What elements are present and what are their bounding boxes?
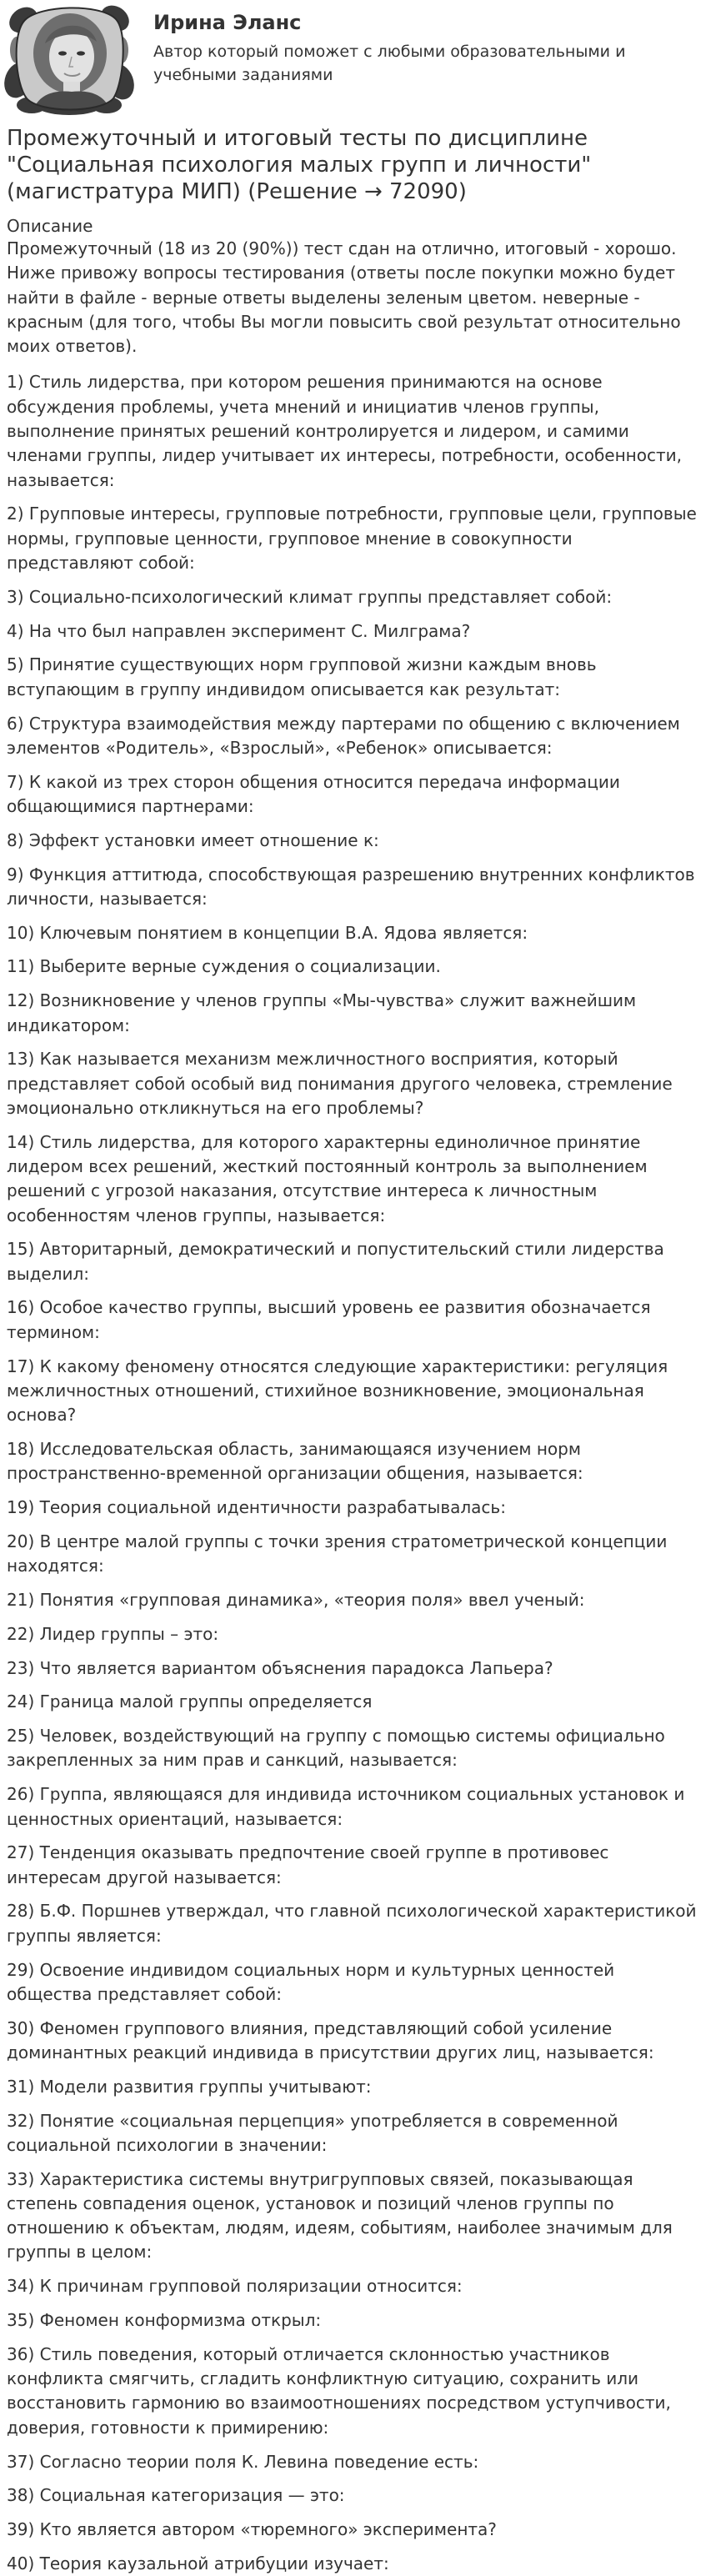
question-item: 26) Группа, являющаяся для индивида источником социальных установок и ценностных ориентаций, называется: xyxy=(7,1784,685,1829)
question-item: 32) Понятие «социальная перцепция» употребляется в современной социальной психологии в значении: xyxy=(7,2110,618,2155)
question-item: 39) Кто является автором «тюремного» эксперимента? xyxy=(7,2519,497,2540)
question-item: 12) Возникновение у членов группы «Мы-чувства» служит важнейшим индикатором: xyxy=(7,990,637,1035)
question-item: 40) Теория каузальной атрибуции изучает: xyxy=(7,2553,389,2573)
question-item: 3) Социально-психологический климат группы представляет собой: xyxy=(7,586,613,607)
question-item: 33) Характеристика системы внутригрупповых связей, показывающая степень совпадения оценок, установок и позиций членов группы по отношению к объектам, людям, идеям, событиям, наиболее значимым для группы в целом: xyxy=(7,2168,673,2263)
question-item: 28) Б.Ф. Поршнев утверждал, что главной психологической характеристикой группы является: xyxy=(7,1901,697,1946)
question-item: 1) Стиль лидерства, при котором решения принимаются на основе обсуждения проблемы, учета мнений и инициатив членов группы, выполнение принятых решений контролируется и лидером, и самими членами группы, лидер учитывает их интересы, потребности, особенности, называется: xyxy=(7,372,682,490)
question-item: 8) Эффект установки имеет отношение к: xyxy=(7,829,379,850)
question-item: 19) Теория социальной идентичности разрабатывалась: xyxy=(7,1497,506,1518)
question-item: 25) Человек, воздействующий на группу с помощью системы официально закрепленных за ним прав и санкций, называется: xyxy=(7,1726,665,1771)
question-item: 16) Особое качество группы, высший уровень ее развития обозначается термином: xyxy=(7,1297,651,1342)
question-item: 17) К какому феномену относятся следующие характеристики: регуляция межличностных отношений, стихийное возникновение, эмоциональная основа? xyxy=(7,1356,668,1426)
question-item: 9) Функция аттитюда, способствующая разрешению внутренних конфликтов личности, называется: xyxy=(7,864,695,909)
question-item: 27) Тенденция оказывать предпочтение своей группе в противовес интересам другой называется: xyxy=(7,1842,609,1887)
question-item: 29) Освоение индивидом социальных норм и культурных ценностей общества представляет собой: xyxy=(7,1959,615,2004)
description-text: Промежуточный (18 из 20 (90%)) тест сдан на отлично, итоговый - хорошо. Ниже привожу вопросы тестирования (ответы после покупки можно будет найти в файле - верные ответы выделены зеленым цветом. неверные - красным (для того, чтобы Вы могли повысить свой результат относительно моих ответов). xyxy=(7,238,681,357)
question-item: 24) Граница малой группы определяется xyxy=(7,1691,373,1712)
question-item: 11) Выберите верные суждения о социализации. xyxy=(7,956,441,977)
question-item: 2) Групповые интересы, групповые потребности, групповые цели, групповые нормы, групповые ценности, групповое мнение в совокупности представляют собой: xyxy=(7,504,697,574)
question-item: 22) Лидер группы – это: xyxy=(7,1623,219,1644)
author-header xyxy=(0,0,706,125)
question-item: 13) Как называется механизм межличностного восприятия, который представляет собой особый вид понимания другого человека, стремление эмоционально откликнуться на его проблемы? xyxy=(7,1049,673,1118)
product-content xyxy=(0,125,706,2576)
question-item: 36) Стиль поведения, который отличается склонностью участников конфликта смягчить, сгладить конфликтную ситуацию, сохранить или восстановить гармонию во взаимоотношениях посредством уступчивости, доверия, готовности к примирению: xyxy=(7,2343,671,2438)
question-item: 38) Социальная категоризация — это: xyxy=(7,2485,345,2506)
question-item: 7) К какой из трех сторон общения относится передача информации общающимися партнерами: xyxy=(7,771,620,816)
question-item: 35) Феномен конформизма открыл: xyxy=(7,2310,322,2331)
questions-list xyxy=(7,370,699,2576)
description-label: Описание xyxy=(7,216,93,236)
portrait-photo-icon[interactable] xyxy=(7,0,132,115)
question-item: 10) Ключевым понятием в концепции В.А. Ядова является: xyxy=(7,922,528,943)
question-item: 21) Понятия «групповая динамика», «теория поля» ввел ученый: xyxy=(7,1589,585,1610)
question-item: 20) В центре малой группы с точки зрения стратометрической концепции находятся: xyxy=(7,1531,668,1576)
question-item: 18) Исследовательская область, занимающаяся изучением норм пространственно-временной организации общения, называется: xyxy=(7,1438,583,1484)
product-title: Промежуточный и итоговый тесты по дисциплине "Социальная психология малых групп и личности" (магистратура МИП) (Решение → 72090) xyxy=(7,126,592,204)
question-item: 15) Авторитарный, демократический и попустительский стили лидерства выделил: xyxy=(7,1239,664,1284)
question-item: 37) Согласно теории поля К. Левина поведение есть: xyxy=(7,2451,479,2472)
question-item: 30) Феномен группового влияния, представляющий собой усиление доминантных реакций индивида в присутствии других лиц, называется: xyxy=(7,2017,654,2062)
question-item: 14) Стиль лидерства, для которого характерны единоличное принятие лидером всех решений, жесткий постоянный контроль за выполнением решений с угрозой наказания, отсутствие интереса к личностным особенностям членов группы, называется: xyxy=(7,1131,648,1225)
question-item: 34) К причинам групповой поляризации относится: xyxy=(7,2276,463,2297)
question-item: 4) На что был направлен эксперимент С. Милграма? xyxy=(7,620,471,641)
question-item: 31) Модели развития группы учитывают: xyxy=(7,2076,372,2097)
author-description: Автор который поможет с любыми образовательными и учебными заданиями xyxy=(153,43,626,84)
author-name[interactable]: Ирина Эланс xyxy=(153,11,302,34)
question-item: 6) Структура взаимодействия между партерами по общению с включением элементов «Родитель», «Взрослый», «Ребенок» описывается: xyxy=(7,713,680,758)
question-item: 5) Принятие существующих норм групповой жизни каждым вновь вступающим в группу индивидом описывается как результат: xyxy=(7,654,597,699)
question-item: 23) Что является вариантом объяснения парадокса Лапьера? xyxy=(7,1657,553,1678)
